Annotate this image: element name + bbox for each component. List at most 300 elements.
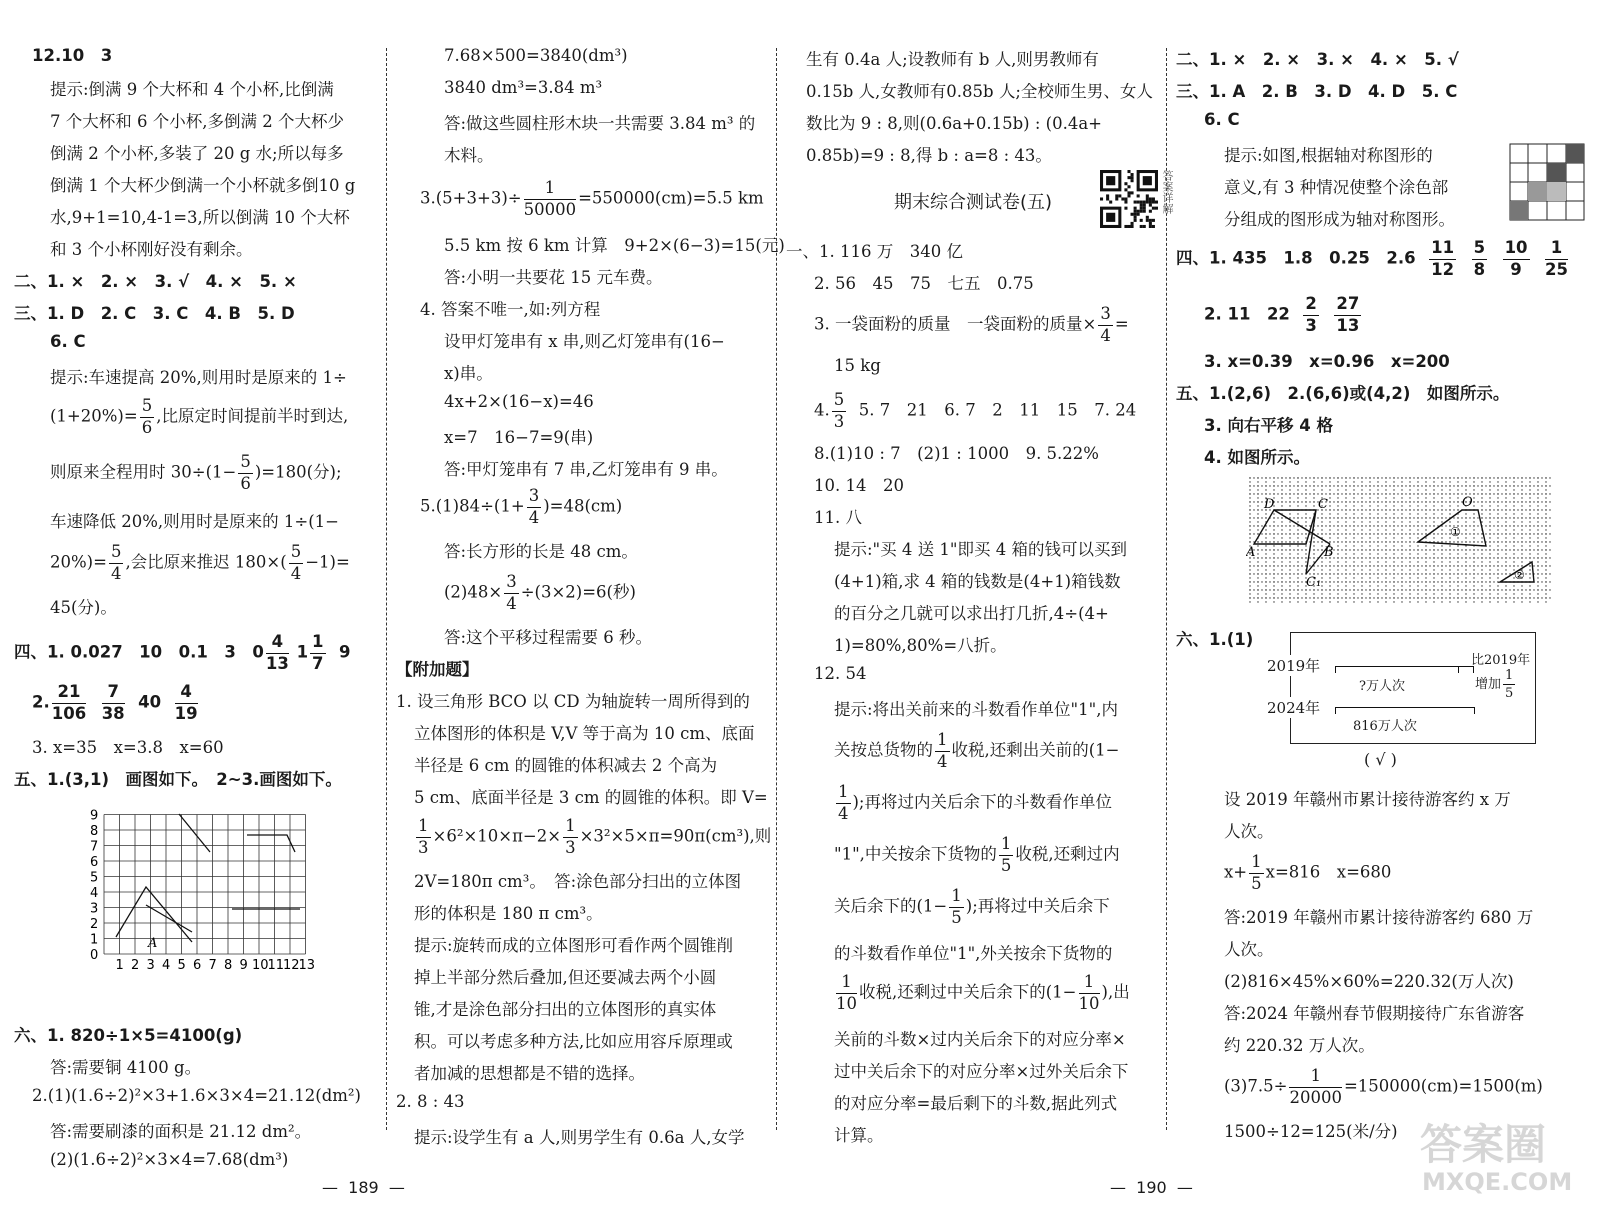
- text-line: 关前的斗数×过内关后余下的对应分率×: [834, 1030, 1126, 1049]
- grid-dot: [1485, 573, 1486, 574]
- grid-dot: [1305, 557, 1306, 558]
- grid-dot: [1549, 477, 1550, 478]
- grid-dot: [1253, 533, 1254, 534]
- grid-dot: [1545, 589, 1546, 590]
- grid-dot: [1441, 565, 1442, 566]
- grid-dot: [1369, 537, 1370, 538]
- grid-dot: [1369, 561, 1370, 562]
- grid-dot: [1337, 549, 1338, 550]
- grid-dot: [1409, 509, 1410, 510]
- grid-dot: [1473, 485, 1474, 486]
- grid-dot: [1521, 585, 1522, 586]
- grid-dot: [1513, 545, 1514, 546]
- qr-module: [1134, 216, 1137, 219]
- grid-dot: [1345, 549, 1346, 550]
- grid-dot: [1461, 573, 1462, 574]
- grid-dot: [1433, 565, 1434, 566]
- grid-dot: [1369, 521, 1370, 522]
- numerator: 2: [1303, 296, 1318, 316]
- grid-x-label: 12: [283, 958, 300, 972]
- grid-dot: [1433, 601, 1434, 602]
- grid-dot: [1345, 545, 1346, 546]
- grid-dot: [1305, 481, 1306, 482]
- grid-dot: [1489, 589, 1490, 590]
- grid-dot: [1533, 557, 1534, 558]
- grid-dot: [1433, 581, 1434, 582]
- grid-dot: [1409, 593, 1410, 594]
- grid-dot: [1361, 493, 1362, 494]
- qr-module: [1100, 197, 1103, 200]
- text: 收税,还剩过内: [1015, 844, 1120, 864]
- qr-module: [1127, 191, 1130, 194]
- grid-dot: [1257, 509, 1258, 510]
- grid-dot: [1409, 521, 1410, 522]
- grid-dot: [1361, 577, 1362, 578]
- grid-dot: [1349, 525, 1350, 526]
- fraction: [52, 684, 86, 722]
- grid-dot: [1337, 597, 1338, 598]
- grid-dot: [1289, 573, 1290, 574]
- grid-dot: [1533, 477, 1534, 478]
- qr-module: [1146, 201, 1149, 204]
- grid-dot: [1489, 505, 1490, 506]
- text: "1",中关按余下货物的: [834, 844, 997, 864]
- grid-dot: [1377, 521, 1378, 522]
- grid-dot: [1545, 477, 1546, 478]
- formula-line: [414, 818, 771, 856]
- grid-dot: [1533, 565, 1534, 566]
- grid-dot: [1249, 573, 1250, 574]
- grid-x-label: 4: [162, 958, 171, 972]
- grid-dot: [1529, 585, 1530, 586]
- grid-dot: [1493, 581, 1494, 582]
- grid-dot: [1509, 589, 1510, 590]
- formula-line: [420, 180, 764, 218]
- grid-dot: [1477, 549, 1478, 550]
- grid-dot: [1397, 533, 1398, 534]
- point-label-b: B: [1324, 545, 1334, 560]
- grid-dot: [1465, 513, 1466, 514]
- grid-dot: [1381, 533, 1382, 534]
- grid-dot: [1537, 509, 1538, 510]
- grid-dot: [1521, 597, 1522, 598]
- grid-dot: [1305, 533, 1306, 534]
- grid-dot: [1501, 549, 1502, 550]
- grid-dot: [1497, 517, 1498, 518]
- grid-dot: [1449, 513, 1450, 514]
- grid-dot: [1337, 509, 1338, 510]
- grid-dot: [1481, 533, 1482, 534]
- grid-dot: [1521, 521, 1522, 522]
- grid-dot: [1465, 541, 1466, 542]
- grid-dot: [1405, 485, 1406, 486]
- grid-dot: [1473, 597, 1474, 598]
- grid-dot: [1273, 577, 1274, 578]
- grid-dot: [1337, 517, 1338, 518]
- grid-dot: [1397, 525, 1398, 526]
- grid-dot: [1429, 501, 1430, 502]
- shape-label-1: ①: [1450, 525, 1461, 539]
- grid-dot: [1453, 581, 1454, 582]
- grid-dot: [1249, 505, 1250, 506]
- fraction: [289, 544, 304, 582]
- grid-dot: [1385, 489, 1386, 490]
- grid-dot: [1385, 585, 1386, 586]
- grid-dot: [1481, 509, 1482, 510]
- grid-dot: [1305, 501, 1306, 502]
- grid-dot: [1421, 533, 1422, 534]
- answer-line: 3. 向右平移 4 格: [1204, 416, 1333, 435]
- grid-dot: [1461, 589, 1462, 590]
- fraction: [140, 398, 155, 436]
- grid-dot: [1389, 509, 1390, 510]
- grid-dot: [1341, 485, 1342, 486]
- qr-module: [1140, 201, 1143, 204]
- grid-dot: [1405, 477, 1406, 478]
- grid-dot: [1429, 557, 1430, 558]
- grid-dot: [1429, 477, 1430, 478]
- grid-dot: [1441, 533, 1442, 534]
- text-line: x=7 16−7=9(串): [444, 428, 594, 447]
- dot-grid: [1249, 477, 1550, 602]
- grid-dot: [1433, 517, 1434, 518]
- grid-dot: [1409, 533, 1410, 534]
- text-line: 过中关后余下的对应分率×过外关后余下: [834, 1062, 1129, 1081]
- grid-dot: [1417, 565, 1418, 566]
- grid-dot: [1337, 497, 1338, 498]
- grid-dot: [1465, 489, 1466, 490]
- grid-dot: [1329, 537, 1330, 538]
- grid-dot: [1309, 517, 1310, 518]
- grid-dot: [1521, 593, 1522, 594]
- grid-dot: [1345, 569, 1346, 570]
- grid-dot: [1505, 529, 1506, 530]
- grid-dot: [1357, 477, 1358, 478]
- grid-dot: [1333, 597, 1334, 598]
- grid-dot: [1529, 545, 1530, 546]
- qr-module: [1152, 197, 1155, 200]
- grid-dot: [1417, 569, 1418, 570]
- text-line: 人次。: [1224, 822, 1274, 841]
- transform-grid: [1246, 474, 1556, 608]
- grid-dot: [1345, 497, 1346, 498]
- grid-dot: [1329, 581, 1330, 582]
- text-line: 2. 56 45 75 七五 0.75: [814, 274, 1034, 293]
- grid-dot: [1289, 589, 1290, 590]
- grid-dot: [1409, 561, 1410, 562]
- grid-dot: [1541, 541, 1542, 542]
- grid-dot: [1337, 593, 1338, 594]
- grid-dot: [1289, 529, 1290, 530]
- grid-dot: [1533, 509, 1534, 510]
- grid-dot: [1365, 509, 1366, 510]
- grid-dot: [1445, 581, 1446, 582]
- grid-dot: [1493, 549, 1494, 550]
- grid-dot: [1501, 509, 1502, 510]
- grid-dot: [1545, 537, 1546, 538]
- grid-dot: [1265, 481, 1266, 482]
- grid-dot: [1425, 581, 1426, 582]
- numerator: 5: [238, 454, 253, 474]
- grid-dot: [1341, 557, 1342, 558]
- denominator: 10: [836, 993, 857, 1013]
- point-label-o: O: [1462, 495, 1473, 510]
- grid-dot: [1421, 589, 1422, 590]
- grid-dot: [1413, 557, 1414, 558]
- text-line: 答:2024 年赣州春节假期接待广东省游客: [1224, 1004, 1525, 1023]
- grid-dot: [1493, 485, 1494, 486]
- grid-dot: [1489, 553, 1490, 554]
- fraction: [416, 818, 431, 856]
- grid-dot: [1465, 577, 1466, 578]
- grid-dot: [1337, 585, 1338, 586]
- grid-dot: [1521, 485, 1522, 486]
- grid-dot: [1321, 493, 1322, 494]
- text-line: 答:做这些圆柱形木块一共需要 3.84 m³ 的: [444, 114, 756, 133]
- grid-dot: [1293, 517, 1294, 518]
- grid-dot: [1449, 493, 1450, 494]
- grid-dot: [1477, 525, 1478, 526]
- grid-dot: [1497, 561, 1498, 562]
- grid-dot: [1277, 573, 1278, 574]
- grid-dot: [1329, 497, 1330, 498]
- grid-dot: [1289, 477, 1290, 478]
- grid-dot: [1389, 581, 1390, 582]
- grid-dot: [1477, 573, 1478, 574]
- grid-dot: [1409, 569, 1410, 570]
- grid-dot: [1441, 561, 1442, 562]
- grid-dot: [1505, 537, 1506, 538]
- column-separator-1: [386, 48, 387, 1130]
- grid-dot: [1285, 589, 1286, 590]
- point-label-d: D: [1264, 497, 1275, 512]
- grid-dot: [1329, 501, 1330, 502]
- grid-dot: [1369, 541, 1370, 542]
- grid-dot: [1393, 553, 1394, 554]
- grid-dot: [1469, 565, 1470, 566]
- text: x+: [1224, 862, 1248, 882]
- grid-dot: [1401, 493, 1402, 494]
- grid-dot: [1281, 529, 1282, 530]
- grid-dot: [1505, 545, 1506, 546]
- grid-dot: [1313, 497, 1314, 498]
- grid-dot: [1349, 477, 1350, 478]
- grid-dot: [1441, 549, 1442, 550]
- grid-dot: [1529, 557, 1530, 558]
- grid-dot: [1257, 581, 1258, 582]
- grid-dot: [1249, 477, 1250, 478]
- grid-dot: [1417, 557, 1418, 558]
- grid-dot: [1533, 517, 1534, 518]
- grid-dot: [1485, 493, 1486, 494]
- grid-dot: [1369, 601, 1370, 602]
- numerator: 1: [1079, 974, 1100, 994]
- grid-dot: [1281, 577, 1282, 578]
- grid-dot: [1393, 577, 1394, 578]
- grid-dot: [1533, 525, 1534, 526]
- grid-dot: [1373, 517, 1374, 518]
- grid-dot: [1421, 493, 1422, 494]
- page-number-text: 189: [348, 1178, 379, 1197]
- grid-dot: [1373, 597, 1374, 598]
- grid-dot: [1329, 561, 1330, 562]
- grid-dot: [1481, 569, 1482, 570]
- grid-dot: [1529, 537, 1530, 538]
- column-separator-2: [776, 48, 777, 1130]
- grid-dot: [1289, 489, 1290, 490]
- grid-dot: [1529, 493, 1530, 494]
- grid-dot: [1329, 585, 1330, 586]
- grid-dot: [1545, 493, 1546, 494]
- qr-module: [1140, 207, 1143, 210]
- grid-dot: [1297, 501, 1298, 502]
- grid-dot: [1265, 513, 1266, 514]
- grid-dot: [1321, 573, 1322, 574]
- grid-dot: [1337, 545, 1338, 546]
- grid-dot: [1425, 489, 1426, 490]
- grid-dot: [1405, 565, 1406, 566]
- grid-dot: [1397, 549, 1398, 550]
- text-line: 1500÷12=125(米/分): [1224, 1122, 1398, 1141]
- grid-dot: [1273, 513, 1274, 514]
- grid-dot: [1457, 509, 1458, 510]
- point-label-c1: C₁: [1306, 575, 1322, 590]
- grid-dot: [1257, 549, 1258, 550]
- grid-dot: [1305, 597, 1306, 598]
- grid-dot: [1337, 589, 1338, 590]
- grid-dot: [1425, 497, 1426, 498]
- grid-dot: [1401, 497, 1402, 498]
- grid-dot: [1293, 525, 1294, 526]
- grid-dot: [1469, 597, 1470, 598]
- grid-dot: [1397, 501, 1398, 502]
- grid-dot: [1365, 573, 1366, 574]
- grid-dot: [1529, 485, 1530, 486]
- hint-line: 提示:旋转而成的立体图形可看作两个圆锥削: [414, 936, 734, 955]
- qr-module: [1146, 197, 1149, 200]
- text-line: 人次。: [1224, 940, 1274, 959]
- grid-dot: [1529, 497, 1530, 498]
- grid-dot: [1549, 533, 1550, 534]
- grid-dot: [1413, 477, 1414, 478]
- grid-dot: [1517, 533, 1518, 534]
- grid-dot: [1305, 553, 1306, 554]
- grid-dot: [1501, 557, 1502, 558]
- grid-dot: [1349, 581, 1350, 582]
- fraction: [1472, 240, 1487, 278]
- grid-dot: [1481, 537, 1482, 538]
- grid-dot: [1505, 541, 1506, 542]
- grid-dot: [1497, 573, 1498, 574]
- grid-dot: [1409, 549, 1410, 550]
- grid-dot: [1545, 497, 1546, 498]
- grid-dot: [1361, 565, 1362, 566]
- grid-dot: [1297, 573, 1298, 574]
- grid-dot: [1469, 485, 1470, 486]
- grid-dot: [1365, 541, 1366, 542]
- grid-dot: [1353, 557, 1354, 558]
- text-line: 计算。: [834, 1126, 884, 1145]
- grid-dot: [1293, 565, 1294, 566]
- grid-dot: [1481, 481, 1482, 482]
- grid-dot: [1369, 477, 1370, 478]
- grid-dot: [1449, 593, 1450, 594]
- grid-dot: [1253, 565, 1254, 566]
- grid-dot: [1369, 493, 1370, 494]
- grid-dot: [1265, 545, 1266, 546]
- grid-dot: [1505, 573, 1506, 574]
- qr-module: [1152, 225, 1155, 228]
- grid-dot: [1401, 489, 1402, 490]
- grid-dot: [1465, 517, 1466, 518]
- grid-dot: [1365, 565, 1366, 566]
- grid-dot: [1401, 537, 1402, 538]
- grid-dot: [1525, 573, 1526, 574]
- hint-line: 提示:车速提高 20%,则用时是原来的 1÷: [50, 368, 347, 387]
- grid-dot: [1369, 597, 1370, 598]
- grid-dot: [1305, 549, 1306, 550]
- grid-dot: [1273, 521, 1274, 522]
- grid-dot: [1281, 549, 1282, 550]
- grid-dot: [1353, 553, 1354, 554]
- grid-dot: [1249, 489, 1250, 490]
- grid-dot: [1365, 589, 1366, 590]
- grid-dot: [1337, 513, 1338, 514]
- qr-module: [1134, 201, 1137, 204]
- grid-dot: [1337, 565, 1338, 566]
- grid-dot: [1405, 493, 1406, 494]
- grid-dot: [1485, 501, 1486, 502]
- grid-dot: [1521, 529, 1522, 530]
- grid-dot: [1265, 561, 1266, 562]
- grid-dot: [1249, 577, 1250, 578]
- qr-code[interactable]: [1100, 170, 1158, 228]
- grid-dot: [1457, 505, 1458, 506]
- grid-dot: [1249, 561, 1250, 562]
- qr-module: [1124, 225, 1127, 228]
- grid-dot: [1337, 601, 1338, 602]
- grid-dot: [1481, 557, 1482, 558]
- grid-dot: [1445, 541, 1446, 542]
- grid-dot: [1493, 517, 1494, 518]
- section-four-line2: [1204, 296, 1363, 334]
- grid-dot: [1349, 485, 1350, 486]
- grid-dot: [1301, 549, 1302, 550]
- grid-dot: [1401, 525, 1402, 526]
- grid-dot: [1361, 581, 1362, 582]
- grid-dot: [1513, 553, 1514, 554]
- denominator: 4: [528, 507, 540, 527]
- grid-dot: [1481, 589, 1482, 590]
- grid-dot: [1549, 565, 1550, 566]
- text: 则原来全程用时 30÷(1−: [50, 462, 237, 482]
- grid-dot: [1425, 509, 1426, 510]
- grid-dot: [1449, 589, 1450, 590]
- grid-dot: [1249, 509, 1250, 510]
- grid-dot: [1433, 501, 1434, 502]
- grid-dot: [1353, 573, 1354, 574]
- grid-dot: [1449, 497, 1450, 498]
- grid-dot: [1445, 517, 1446, 518]
- denominator: 4: [506, 593, 517, 613]
- text: ×3²×5×π=90π(cm³),则: [579, 826, 772, 846]
- text-line: 者加减的思想都是不错的选择。: [414, 1064, 645, 1083]
- grid-dot: [1317, 485, 1318, 486]
- grid-dot: [1489, 545, 1490, 546]
- grid-dot: [1413, 581, 1414, 582]
- grid-dot: [1489, 577, 1490, 578]
- grid-dot: [1281, 597, 1282, 598]
